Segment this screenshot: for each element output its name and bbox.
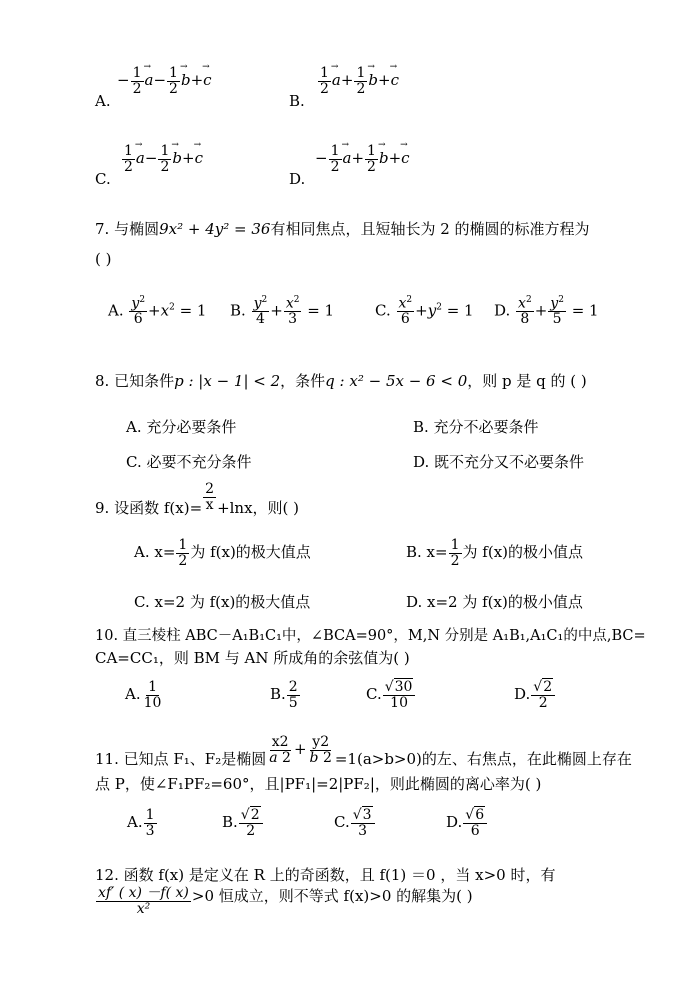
q7-option-a: A. $\frac{y^2}{6}$ $+x^2 = 1$: [108, 295, 207, 328]
q8-option-c: C. 必要不充分条件: [126, 453, 252, 471]
q11-option-a: A. $\frac{1}{3}$: [127, 807, 155, 839]
q11-option-d: D. $\frac{√6}{6}$: [446, 808, 488, 838]
q10-option-c: C. $\frac{√30}{10}$: [366, 680, 416, 710]
q11-option-b: B. $\frac{√2}{2}$: [222, 808, 264, 838]
q7-stem: 7. 与椭圆9x² + 4y² = 36有相同焦点，且短轴长为 2 的椭圆的标准方程为: [95, 220, 590, 238]
q11-stem-line1: 11. 已知点 F₁、F₂是椭圆 $\frac{x2}{a 2}$ + $\frac{y2}{b 2}$ =1(a>b>0)的左、右焦点，在此椭圆上存在: [95, 734, 632, 769]
q10-option-d: D. $\frac{√2}{2}$: [514, 680, 556, 710]
q7-option-d: D. $\frac{x^2}{8}$ + $\frac{y^2}{5}$ = 1: [494, 295, 599, 328]
q8-stem: 8. 已知条件p : |x − 1| < 2，条件q : x² − 5x − 6 < 0，则 p 是 q 的 ( ): [95, 372, 587, 390]
q9-option-c: C. x=2 为 f(x)的极大值点: [134, 593, 311, 611]
q7-paren: ( ): [95, 250, 112, 268]
q9-stem: 9. 设函数 f(x)= $\frac{2}{x}$ +lnx，则( ): [95, 481, 300, 518]
q8-option-a: A. 充分必要条件: [126, 418, 237, 436]
q11-stem-line2: 点 P，使∠F₁PF₂=60°，且|PF₁|=2|PF₂|，则此椭圆的离心率为( ): [95, 775, 542, 793]
q10-stem-line2: CA=CC₁，则 BM 与 AN 所成角的余弦值为( ): [95, 649, 410, 667]
q10-option-a: A. $\frac{1}{10}$: [125, 679, 162, 711]
q9-option-b: B. x= $\frac{1}{2}$ 为 f(x)的极小值点: [406, 537, 583, 569]
q7-option-b: B. $\frac{y^2}{4}$ + $\frac{x^2}{3}$ = 1: [230, 295, 335, 328]
q8-option-d: D. 既不充分又不必要条件: [413, 453, 585, 471]
q10-option-b: B. $\frac{2}{5}$: [270, 679, 298, 711]
q9-option-a: A. x= $\frac{1}{2}$ 为 f(x)的极大值点: [134, 537, 311, 569]
q11-option-c: C. $\frac{√3}{3}$: [334, 808, 376, 838]
q12-stem-line1: 12. 函数 f(x) 是定义在 R 上的奇函数，且 f(1) ＝0 ，当 x>0 时，有: [95, 866, 556, 884]
q9-option-d: D. x=2 为 f(x)的极小值点: [406, 593, 583, 611]
q7-option-c: C. $\frac{x^2}{6}$ $+y^2 = 1$: [375, 295, 474, 328]
q12-stem-line2: $\frac{xf' ( x) -f( x)}{\text{x²}}$ >0 恒成立，则不等式 f(x)>0 的解集为( ): [98, 885, 473, 917]
q8-option-b: B. 充分不必要条件: [413, 418, 539, 436]
q10-stem-line1: 10. 直三棱柱 ABC－A₁B₁C₁中，∠BCA=90°，M,N 分别是 A₁B₁,A₁C₁的中点,BC=: [95, 628, 646, 644]
